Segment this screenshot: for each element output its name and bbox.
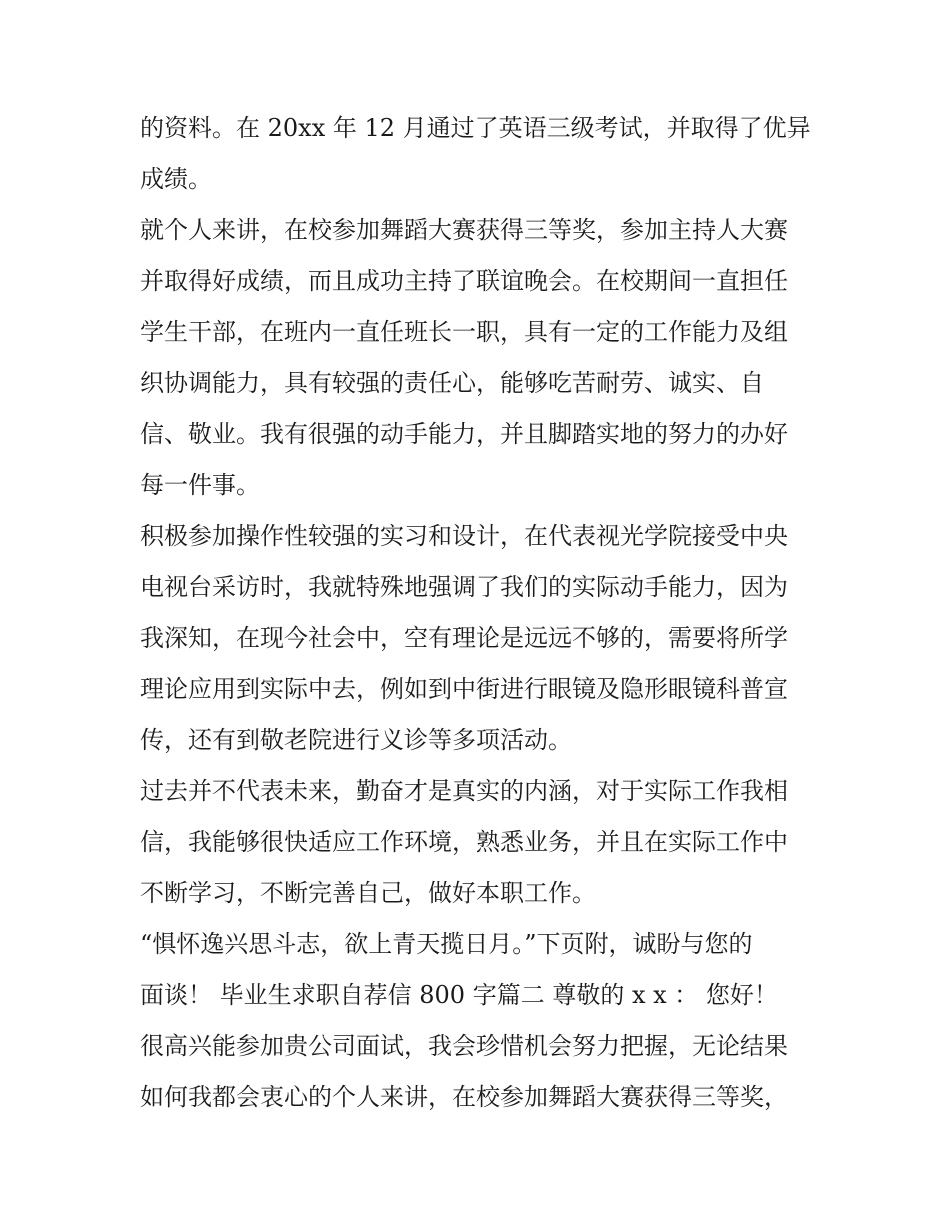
text-line: 传，还有到敬老院进行义诊等多项活动。 <box>140 726 572 754</box>
text-line: 如何我都会衷心的个人来讲，在校参加舞蹈大赛获得三等奖， <box>140 1083 788 1111</box>
text-line: 学生干部，在班内一直任班长一职，具有一定的工作能力及组 <box>140 318 788 346</box>
text-line: 信，我能够很快适应工作环境，熟悉业务，并且在实际工作中 <box>140 828 788 856</box>
text-line: 我深知，在现今社会中，空有理论是远远不够的，需要将所学 <box>140 624 788 652</box>
text-line: 电视台采访时，我就特殊地强调了我们的实际动手能力，因为 <box>140 573 788 601</box>
text-line: 很高兴能参加贵公司面试，我会珍惜机会努力把握，无论结果 <box>140 1032 788 1060</box>
text-line: 的资料。在 20xx 年 12 月通过了英语三级考试，并取得了优异 <box>140 114 811 142</box>
text-line: 积极参加操作性较强的实习和设计，在代表视光学院接受中央 <box>140 522 788 550</box>
text-line: 成绩。 <box>140 165 212 193</box>
text-line: 织协调能力，具有较强的责任心，能够吃苦耐劳、诚实、自 <box>140 369 764 397</box>
text-line: 每一件事。 <box>140 471 260 499</box>
text-line: 信、敬业。我有很强的动手能力，并且脚踏实地的努力的办好 <box>140 420 788 448</box>
text-line: 面谈！ 毕业生求职自荐信 800 字篇二 尊敬的 x x ： 您好！ <box>140 981 778 1009</box>
text-line: 过去并不代表未来，勤奋才是真实的内涵，对于实际工作我相 <box>140 777 788 805</box>
text-line: 不断学习，不断完善自己，做好本职工作。 <box>140 879 596 907</box>
text-line: 就个人来讲，在校参加舞蹈大赛获得三等奖，参加主持人大赛 <box>140 216 788 244</box>
text-line: “惧怀逸兴思斗志，欲上青天揽日月。”下页附，诚盼与您的 <box>140 930 753 958</box>
text-line: 理论应用到实际中去，例如到中街进行眼镜及隐形眼镜科普宣 <box>140 675 788 703</box>
text-line: 并取得好成绩，而且成功主持了联谊晚会。在校期间一直担任 <box>140 267 788 295</box>
document-body <box>140 103 820 1123</box>
